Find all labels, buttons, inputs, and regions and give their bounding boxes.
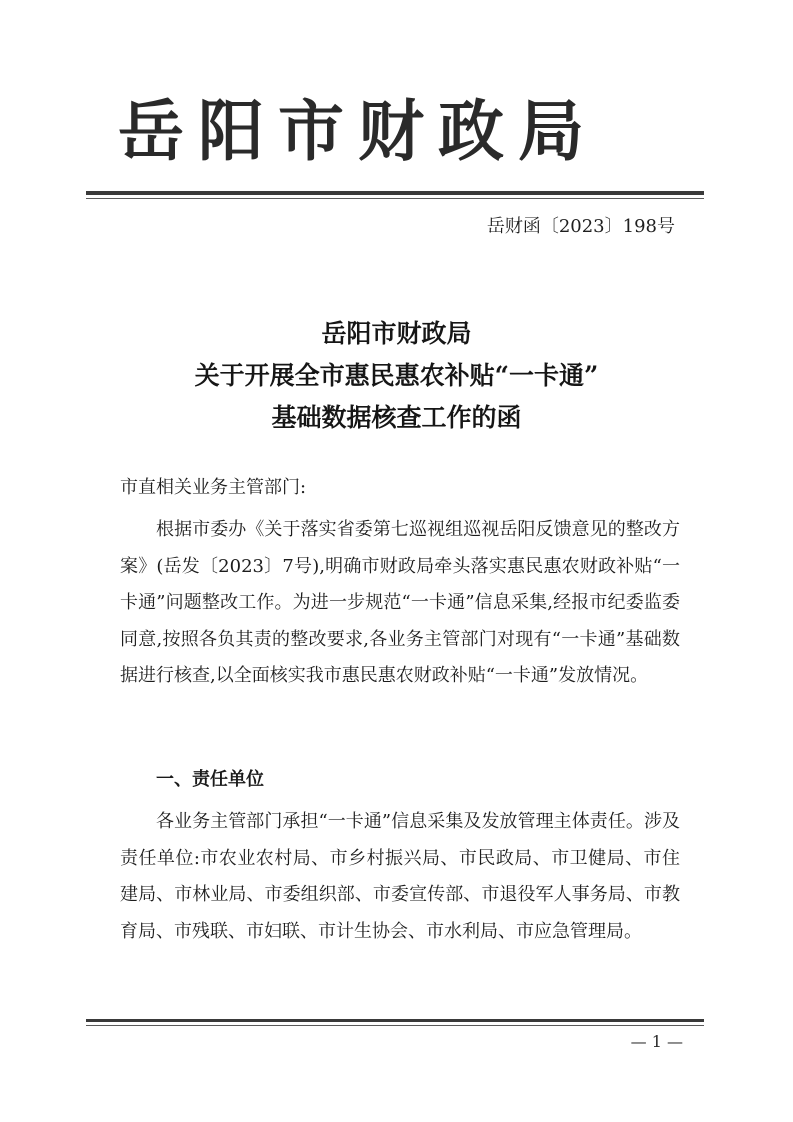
salutation: 市直相关业务主管部门: [120, 477, 307, 498]
title-line-3: 基础数据核查工作的函 [271, 403, 522, 432]
paragraph-intro: 根据市委办《关于落实省委第七巡视组巡视岳阳反馈意见的整改方案》(岳发〔2023〕7号),明确市财政局牵头落实惠民惠农财政补贴“一卡通”问题整改工作。为进一步规范“一卡通”信息采集,经报市纪委监委同意,按照各负其责的整改要求,各业务主管部门对现有“一卡通”基础数据进行核查,以全面核实我市惠民惠农财政补贴“一卡通”发放情况。 [120, 519, 680, 686]
paragraph-responsible-units: 各业务主管部门承担“一卡通”信息采集及发放管理主体责任。涉及责任单位:市农业农村局、市乡村振兴局、市民政局、市卫健局、市住建局、市林业局、市委组织部、市委宣传部、市退役军人事务局、市教育局、市残联、市妇联、市计生协会、市水利局、市应急管理局。 [120, 811, 680, 942]
section-heading-responsible-units: 一、责任单位 [156, 769, 264, 790]
footer-divider-thin [86, 1025, 704, 1026]
document-number: 岳财函〔2023〕198号 [486, 216, 675, 237]
title-line-1: 岳阳市财政局 [321, 319, 472, 348]
title-line-2: 关于开展全市惠民惠农补贴“一卡通” [194, 361, 599, 390]
footer-divider-thick [86, 1019, 704, 1022]
letterhead-title: 岳阳市财政局 [118, 92, 598, 170]
letterhead-divider-thick [86, 191, 704, 195]
letterhead-divider-thin [86, 198, 704, 199]
page-number: — 1 — [630, 1032, 683, 1051]
